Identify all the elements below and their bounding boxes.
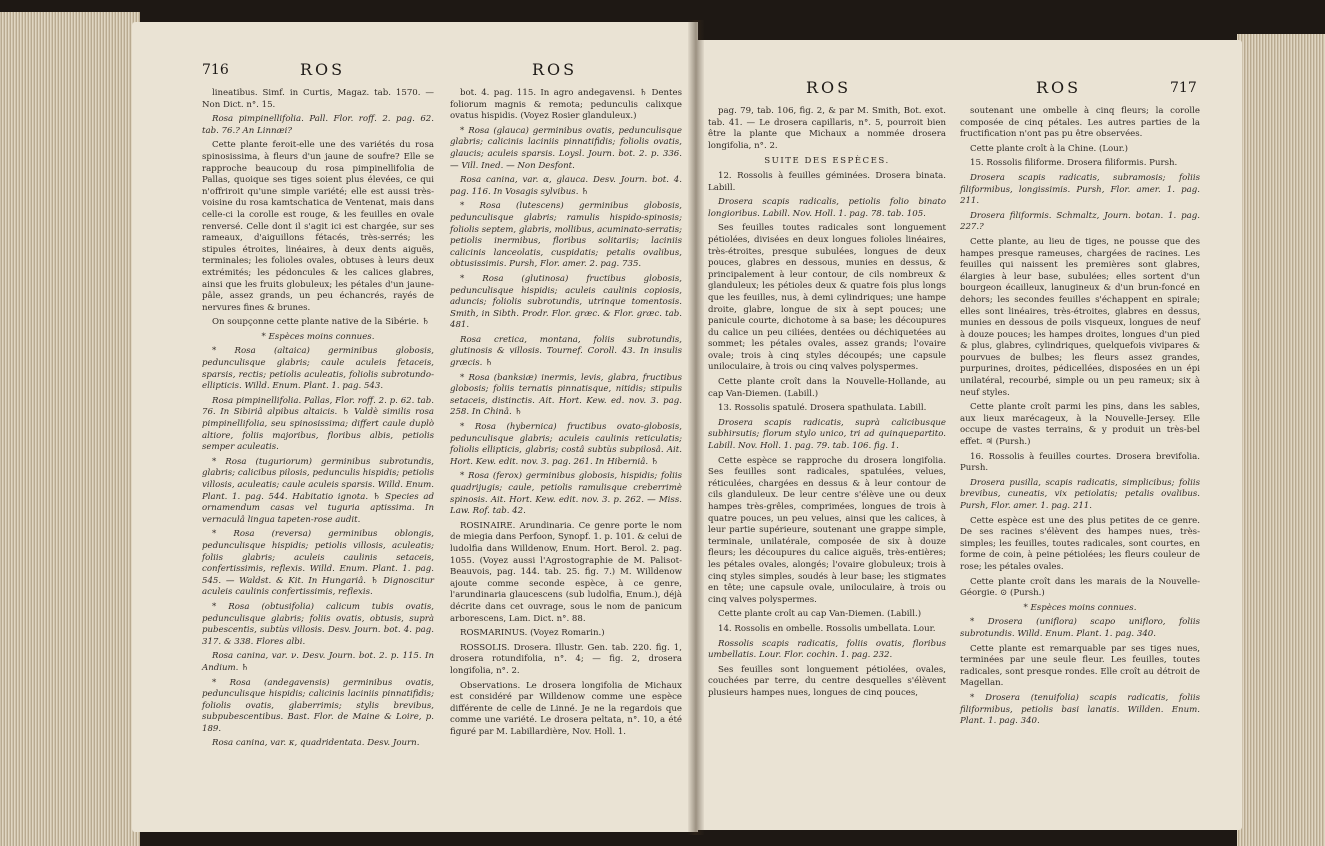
paragraph: Cette espèce se rapproche du drosera longifolia. Ses feuilles sont radicales, spatulées, velues, réticulées, chargées en dessus & à leur contour de cils glanduleux. De leur centre s'élève une ou deux hampes très-grêles, comprimées, longues de trois à quatre pouces, un peu velues, ainsi que les calices, à leur partie supérieure, soutenant une grappe simple, terminale, unilatérale, composée de six à douze fleurs; les découpures du calice aiguës, très-entières; les pétales ovales, alongés; l'ovaire globuleux; trois à cinq styles simples, soudés à leur base; les stigmates en tête; une capsule ovale, uniloculaire, à trois ou cinq valves polyspermes. xyxy=(708,455,946,605)
paragraph: * Rosa (lutescens) germinibus globosis, pedunculisque glabris; ramulis hispido-spinosis; foliolis septem, glabris, mollibus, acuminato-serratis; petiolis inermibus, floribus solitariis; laciniis calicinis lanceolatis, cuspidatis; petalis ovalibus, obtusissimis. Pursh, Flor. amer. 2. pag. 735. xyxy=(450,201,682,270)
paragraph: Cette plante croît à la Chine. (Lour.) xyxy=(970,143,1129,154)
paragraph: Observations. Le drosera longifolia de Michaux est considéré par Willdenow comme une espèce différente de celle de Linné. Je ne la regardois que comme une variété. Le drosera peltata, n°. 10, a été figuré par M. Labillardière, Nov. Holl. 1. xyxy=(450,680,682,737)
book-spine xyxy=(688,20,704,835)
paragraph: Cette plante, au lieu de tiges, ne pousse que des hampes presque rameuses, chargées de racines. Les feuilles qui naissent les premières sont glabres, élargies à leur base, subulées; elles sortent d'un bourgeon écailleux, lanugineux & d'un brun-foncé en dehors; les secondes feuilles s'échappent en spirale; elles sont linéaires, très-étroites, glabres en dessus, munies en dessous de poils visqueux, longues de neuf à douze pouces; les hampes droites, longues d'un pied & plus, glabres, cylindriques, quelquefois vivipares & pourvues de bulbes; les fleurs assez grandes, purpurines, droites, pédicellées, disposées en un épi unilatéral, recourbé, simple ou un peu rameux; six à neuf styles. xyxy=(960,236,1200,398)
page-number: 717 xyxy=(1170,80,1197,96)
right-column-2 xyxy=(960,106,1200,731)
paragraph: * Espèces moins connues. xyxy=(1023,602,1137,613)
paragraph: * Rosa (ferox) germinibus globosis, hispidis; foliis quadrijugis; caule, petiolis ramulisque creberrimè spinosis. Ait. Hort. Kew. edit. nov. 3. p. 262. — Miss. Law. Rof. tab. 42. xyxy=(450,471,682,517)
paragraph: 16. Rossolis à feuilles courtes. Drosera brevifolia. Pursh. xyxy=(960,451,1200,474)
page-number: 716 xyxy=(202,62,229,78)
running-header-left: ROS xyxy=(806,78,852,97)
paragraph: Cette plante feroit-elle une des variétés du rosa spinosissima, à fleurs d'un jaune de soufre? Elle se rapproche beaucoup du rosa pimpinellifolia de Pallas, quoique ses tiges soient plus élevées, ce qui n'offriroit qu'une simple variété; elle est aussi très-voisine du rosa kamtschatica de Ventenat, mais dans celle-ci la corolle est rouge, & les feuilles en ovale renversé. Celle dont il s'agit ici est chargée, sur ses rameaux, d'aiguillons fétacés, très-serrés; les stipules étroites, linéaires, à deux dents aiguës, terminales; les folioles ovales, obtuses à leurs deux extrémités; les pédoncules & les calices glabres, ainsi que les fruits globuleux; les pétales d'un jaune-pâle, assez grands, un peu échancrés, rayés de nervures fines & brunes. xyxy=(202,140,434,313)
paragraph: Cette plante croît au cap Van-Diemen. (Labill.) xyxy=(718,609,922,620)
right-column-1 xyxy=(708,106,946,703)
paragraph: Rossolis scapis radicatis, foliis ovatis, floribus umbellatis. Lour. Flor. cochin. 1. pag. 232. xyxy=(708,638,946,661)
paragraph: * Espèces moins connues. xyxy=(261,331,375,342)
running-header-right: ROS xyxy=(532,60,578,79)
paragraph: Drosera pusilla, scapis radicatis, simplicibus; foliis brevibus, cuneatis, vix petiolatis; petalis ovalibus. Pursh, Flor. amer. 1. pag. 211. xyxy=(960,477,1200,511)
paragraph: * Rosa (altaica) germinibus globosis, pedunculisque glabris; caule aculeis fetaceis, sparsis, rectis; petiolis aculeatis, foliolis subrotundo-ellipticis. Willd. Enum. Plant. 1. pag. 543. xyxy=(202,346,434,392)
paragraph: Cette plante croît dans la Nouvelle-Hollande, au cap Van-Diemen. (Labill.) xyxy=(708,377,946,399)
paragraph: 12. Rossolis à feuilles géminées. Drosera binata. Labill. xyxy=(708,170,946,193)
running-header-left: ROS xyxy=(300,60,346,79)
paragraph: 13. Rossolis spatulé. Drosera spathulata. Labill. xyxy=(718,403,927,414)
paragraph: * Rosa (banksiæ) inermis, levis, glabra, fructibus globosis; foliis ternatis pinnatisque, nitidis; stipulis setaceis, distinctis. Ait. Hort. Kew. ed. nov. 3. pag. 258. In Chinâ. ♄ xyxy=(450,372,682,418)
paragraph: Ses feuilles sont longuement pétiolées, ovales, couchées par terre, du centre desquelles s'élèvent plusieurs hampes nues, longues de cinq pouces, xyxy=(708,664,946,698)
paragraph: Rosa canina, var. ν. Desv. Journ. bot. 2. p. 115. In Andium. ♄ xyxy=(202,651,434,673)
paragraph: 15. Rossolis filiforme. Drosera filiformis. Pursh. xyxy=(970,158,1178,169)
left-column-2 xyxy=(450,88,682,741)
paragraph: Drosera scapis radicatis, subramosis; foliis filiformibus, longissimis. Pursh, Flor. amer. 1. pag. 211. xyxy=(960,172,1200,207)
left-column-1 xyxy=(202,88,434,753)
paragraph: ROSMARINUS. (Voyez Romarin.) xyxy=(460,628,605,639)
paragraph: Drosera scapis radicalis, petiolis folio binato longioribus. Labill. Nov. Holl. 1. pag. 78. tab. 105. xyxy=(708,197,946,219)
paragraph: * Rosa (reversa) germinibus oblongis, pedunculisque hispidis; petiolis villosis, aculeatis; foliis glabris; aculeis caulinis setaceis, confertissimis, reflexis. Willd. Enum. Plant. 1. pag. 545. — Waldst. & Kit. In Hungariâ. ♄ Dignoscitur aculeis caulinis confertissimis, reflexis. xyxy=(202,529,434,598)
paragraph: pag. 79, tab. 106, fig. 2, & par M. Smith, Bot. exot. tab. 41. — Le drosera capillaris, n°. 5, pourroit bien être la plante que Michaux a nommée drosera longifolia, n°. 2. xyxy=(708,106,946,151)
right-page xyxy=(694,40,1242,830)
paragraph: SUITE DES ESPÈCES. xyxy=(764,156,890,167)
paragraph: soutenant une ombelle à cinq fleurs; la corolle composée de cinq pétales. Les autres parties de la fructification n'ont pas pu être observées. xyxy=(960,106,1200,140)
paragraph: Drosera filiformis. Schmaltz, Journ. botan. 1. pag. 227.? xyxy=(960,210,1200,233)
paragraph: * Rosa (andegavensis) germinibus ovatis, pedunculisque hispidis; calicinis laciniis pinnatifidis; foliolis ovatis, glaberrimis; stylis brevibus, subpubescentibus. Bast. Flor. de Maine & Loire, p. 189. xyxy=(202,677,434,734)
paragraph: * Drosera (tenuifolia) scapis radicatis, foliis filiformibus, petiolis basi lanatis. Willden. Enum. Plant. 1. pag. 340. xyxy=(960,692,1200,727)
paragraph: Rosa cretica, montana, foliis subrotundis, glutinosis & villosis. Tournef. Coroll. 43. In insulis græcis. ♄ xyxy=(450,334,682,369)
paragraph: * Rosa (glutinosa) fructibus globosis, pedunculisque hispidis; aculeis caulinis copiosis, aduncis; foliolis subrotundis, utrinque tomentosis. Smith, in Sibth. Prodr. Flor. græc. & Flor. græc. tab. 481. xyxy=(450,273,682,331)
paragraph: Rosa canina, var. α, glauca. Desv. Journ. bot. 4. pag. 116. In Vosagis sylvibus. ♄ xyxy=(450,175,682,197)
running-header-right: ROS xyxy=(1036,78,1082,97)
paragraph: * Rosa (hybernica) fructibus ovato-globosis, pedunculisque glabris; aculeis caulinis reticulatis; foliolis ellipticis, glabris; costâ subtùs subpilosâ. Ait. Hort. Kew. edit. nov. 3. pag. 261. In Hiberniâ. ♄ xyxy=(450,422,682,467)
page-edges-right xyxy=(1237,34,1325,846)
paragraph: Cette plante croît dans les marais de la Nouvelle-Géorgie. ⊙ (Pursh.) xyxy=(960,576,1200,599)
paragraph: * Drosera (uniflora) scapo unifloro, foliis subrotundis. Willd. Enum. Plant. 1. pag. 340. xyxy=(960,617,1200,639)
left-page xyxy=(132,22,698,832)
paragraph: On soupçonne cette plante native de la Sibérie. ♄ xyxy=(212,317,430,328)
paragraph: Cette plante croît parmi les pins, dans les sables, aux lieux marécageux, à la Nouvelle-Jersey. Elle occupe de vastes terrains, & y produit un très-bel effet. ♃ (Pursh.) xyxy=(960,402,1200,448)
paragraph: 14. Rossolis en ombelle. Rossolis umbellata. Lour. xyxy=(718,623,936,634)
paragraph: Cette espèce est une des plus petites de ce genre. De ses racines s'élèvent des hampes nues, très-simples; les feuilles, toutes radicales, sont courtes, en forme de coin, à peine pétiolées; les fleurs couleur de rose; les pétales ovales. xyxy=(960,515,1200,572)
paragraph: bot. 4. pag. 115. In agro andegavensi. ♄ Dentes foliorum magnis & remota; pedunculis calixque ovatus hispidis. (Voyez Rosier glanduleux.) xyxy=(450,88,682,122)
paragraph: Ses feuilles toutes radicales sont longuement pétiolées, divisées en deux longues folioles linéaires, très-étroites, presque subulées, longues de deux pouces, glabres en dessous, munies en dessus, & principalement à leur contour, de cils nombreux & glanduleux; les pétioles deux & quatre fois plus longs que les feuilles, nus, à demi cylindriques; une hampe droite, glabre, longue de six à sept pouces; une panicule courte, dichotome à sa base; les découpures du calice un peu ciliées, dentées ou déchiquetées au sommet; les pétales ovales, assez grands; l'ovaire ovale; trois à cinq styles découpés; une capsule uniloculaire, à trois ou cinq valves polyspermes. xyxy=(708,223,946,373)
paragraph: * Rosa (obtusifolia) calicum tubis ovatis, pedunculisque glabris; foliis ovatis, obtusis, suprà pubescentis, subtùs villosis. Desv. Journ. bot. 4. pag. 317. & 338. Flores albi. xyxy=(202,601,434,647)
paragraph: ROSINAIRE. Arundinaria. Ce genre porte le nom de miegia dans Perfoon, Synopf. 1. p. 101. & celui de ludolfia dans Willdenow, Enum. Hort. Berol. 2. pag. 1055. (Voyez aussi l'Agrostographie de M. Palisot-Beauvois, pag. 144. tab. 25. fig. 7.) M. Willdenow ajoute comme seconde espèce, à ce genre, l'arundinaria glaucescens (sub ludolfia, Enum.), déjà décrite dans cet ouvrage, sous le nom de panicum arborescens, Lam. Dict. n°. 88. xyxy=(450,520,682,624)
paragraph: lineatibus. Simf. in Curtis, Magaz. tab. 1570. — Non Dict. n°. 15. xyxy=(202,88,434,110)
paragraph: * Rosa (tuguriorum) germinibus subrotundis, glabris; calicibus pilosis, pedunculis hispidis; petiolis villosis, aculeatis; caule aculeis sparsis. Willd. Enum. Plant. 1. pag. 544. Habitatio ignota. ♄ Species ad ornamendum casas vel tuguria aptissima. In vernaculâ lingua tapeten-rose audit. xyxy=(202,456,434,525)
paragraph: ROSSOLIS. Drosera. Illustr. Gen. tab. 220. fig. 1, drosera rotundifolia, n°. 4; — fig. 2, drosera longifolia, n°. 2. xyxy=(450,642,682,676)
paragraph: Rosa pimpinellifolia. Pallas, Flor. roff. 2. p. 62. tab. 76. In Sibiriâ alpibus altaicis. ♄ Valdè similis rosa pimpinellifolia, seu spinosissima; differt caule duplò altiore, foliis majoribus, floribus albis, petiolis semper aculeatis. xyxy=(202,395,434,453)
paragraph: Cette plante est remarquable par ses tiges nues, terminées par une seule fleur. Les feuilles, toutes radicales, sont presque rondes. Elle croît au détroit de Magellan. xyxy=(960,643,1200,689)
page-edges-left xyxy=(0,12,140,846)
paragraph: Rosa pimpinellifolia. Pall. Flor. roff. 2. pag. 62. tab. 76.? An Linnæi? xyxy=(202,114,434,136)
paragraph: Drosera scapis radicatis, suprà calicibusque subhirsutis; florum stylo unico, tri ad quinquepartito. Labill. Nov. Holl. 1. pag. 79. tab. 106. fig. 1. xyxy=(708,417,946,452)
paragraph: * Rosa (glauca) germinibus ovatis, pedunculisque glabris; calicinis laciniis pinnatifidis; foliolis ovatis, glaucis; aculeis sparsis. Loysl. Journ. bot. 2. p. 336. — Vill. Ined. — Non Desfont. xyxy=(450,125,682,171)
paragraph: Rosa canina, var. κ, quadridentata. Desv. Journ. xyxy=(212,738,420,749)
